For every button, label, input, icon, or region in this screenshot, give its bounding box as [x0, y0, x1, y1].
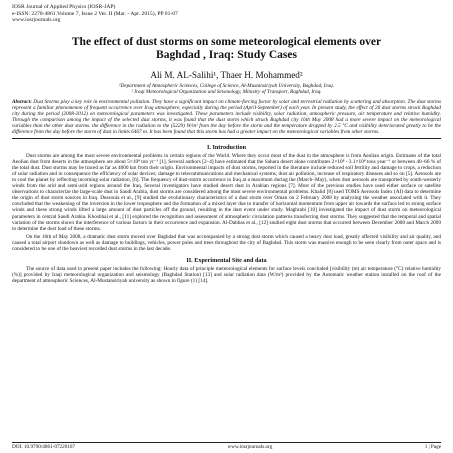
page-footer	[12, 442, 441, 450]
title-line-1: The effect of dust storms on some meteorological elements over	[71, 35, 382, 48]
section-2-heading: II. Experimental Site and data	[186, 256, 267, 264]
footer-doi: DOI: 10.9790/4861-07220107	[12, 444, 76, 450]
section-1-paragraph-1: Dust storms are among the most severe environmental problems in certain regions of the World. Where they occur most of the dust in the atmosphere is from Aeolian origin. Estimates of the total Aeolian dust from deserts in the atmosphere are about 5×10⁸ ton yr⁻¹ [1]. Several authors [2–4] have estimated that the Sahara desert alone contributes 2×10⁸ - 3.1×10⁸ tons year⁻¹ or between 40–66 % of the total dust. Dust storms may be traced as far as 4000 km from their origin. Environmental impacts of dust storms, reported in the literature include reduced soil fertility and damage to crops, a reduction of solar radiation and in consequence the efficiency of solar devices; damage to telecommunications and mechanical systems, dust air pollution, increase of respiratory diseases and so on [5]. Aerosols are to cool the planet by reflecting incoming solar radiation, [6]. The frequency of dust-storm occurrence in Iraq at a maximum during the (March–May), when dust aerosols are transported by south-westerly winds from the arid and semi-arid regions around the Iraq. Several investigators have studied desert dust in Arabian regions [7]. Most of the previous studies have used either surface or satellite observations to characterize the large-scale dust in Saudi Arabia, dust storms are considered among the most severe environmental problems. Khalid [8] used TOMS Aerosols Index (AI) data to determine the origin of dust storm sources in Iraq. Dessouia et al., [9] studied the evolutionary characteristics of a dust storm over Oman on 2 February 2008 by analyzing the weather associated with it. They concluded that the weakening of the inversion in the lower troposphere and the formation of a mixed layer due to transfer of horizontal momentum from upper air towards the surface led to strong surface winds and these strong winds lifted a large amount of dust particles off the ground, resulting in the dust event under study. Maghrabi [10] investigated the impact of dust storm on meteorological parameters in central Saudi Arabia. Khoshhal et al., [11] explored the recognition and assessment of atmospheric circulation patterns transferring dust storms. They suggested that the temporal and spatial variation of the storms shows the interference of various factors in their occurrence and expansion. Al-Dabbas et al., [12] studied eight dust storms that occurred between December 2008 and March 2009 to determine the dust load of these storms.	[12, 153, 441, 232]
abstract-divider	[12, 138, 441, 139]
abstract-text: Dust Storms play a key role in environmental pollution. They have a significant impact on climate-forcing factor by solar and terrestrial radiation by scattering and absorption. The dust storms represent a familiar phenomenon of frequent occurrence over Iraq atmosphere, especially during the period (April-September) of each year. In present study, the effect of 20 dust storms struck Baghdad city during the period (2008-2012) on meteorological parameters was investigated. These parameters include visibility, solar radiation, atmospheric pressure, air temperature and relative humidity. Through the comparison among the impact of the selected dust storms, it was found that the dust storm which struck Baghdad city 16th May 2008 had a more severe impact on the meteorological variables than the other dust storms. the difference in the radiation to the (5229) W/m² from the day before the storm and the temperature dropped by 2.5 °C and visibility deteriorated greatly to be the difference from the day before the storm of dust in limits 6467 m. It has been found that this storm has had a greater impact on the meteorological variables from other storms.	[12, 98, 442, 136]
journal-issn: e-ISSN: 2278-4861.Volume 7, Issue 2 Ver. II (Mar. - Apr. 2015), PP 01-07	[12, 10, 178, 17]
section-1-heading: I. Introduction	[206, 144, 247, 152]
journal-header	[12, 4, 441, 24]
footer-site: www.iosrjournals.org	[227, 444, 273, 450]
affiliation-2: ² Iraqi Meteorological Organization and Seismology, Ministry of Transport, Baghdad, Iraq.	[131, 88, 322, 95]
abstract-label: Abstract:	[12, 98, 32, 105]
author-affiliations	[12, 83, 441, 95]
affiliation-1: ¹Department of Atmospheric Sciences, College of Science, Al-Mustansiriyah University, Baghdad, Iraq.	[118, 82, 335, 89]
journal-name: IOSR Journal of Applied Physics (IOSR-JAP)	[12, 4, 116, 10]
section-2-paragraph-1: The source of data used in present paper includes the following: Hourly data of principle meteorological elements for surface levels concluded [visibility (m) air temperature (°C) relative humidity (%)] provided by Iraqi meteorological organization and seismology (Baghdad Station) [13] and solar radiation data (W/m²) provided by the Automatic weather station installed on the roof of the department of atmospheric Sciences, Al-Mustansiriyah university as shown in figure (1) [14].	[12, 265, 441, 284]
journal-website: www.iosrjournals.org	[12, 17, 61, 24]
section-1-paragraph-2: On the 16th of May 2008, a dramatic dust storm moved over Baghdad that was accompanied by a strong dust storm which caused a heavy dust load, greatly affected visibility and air quality, and caused a total airport shutdown as well as damage to buildings, vehicles, power poles and trees throughout the city of Baghdad. This storm was massive enough to be seen clearly from outer space and is considered to be one of the heaviest recorded dust storms in the last decade.	[12, 233, 441, 252]
abstract	[12, 99, 441, 135]
paper-authors: Ali M. AL-Salihi¹, Thaer H. Mohammed²	[150, 69, 303, 80]
footer-page: 1 | Page	[424, 444, 441, 450]
paper-title	[12, 36, 441, 62]
title-line-2: Baghdad , Iraq: Study Cases	[156, 48, 297, 61]
